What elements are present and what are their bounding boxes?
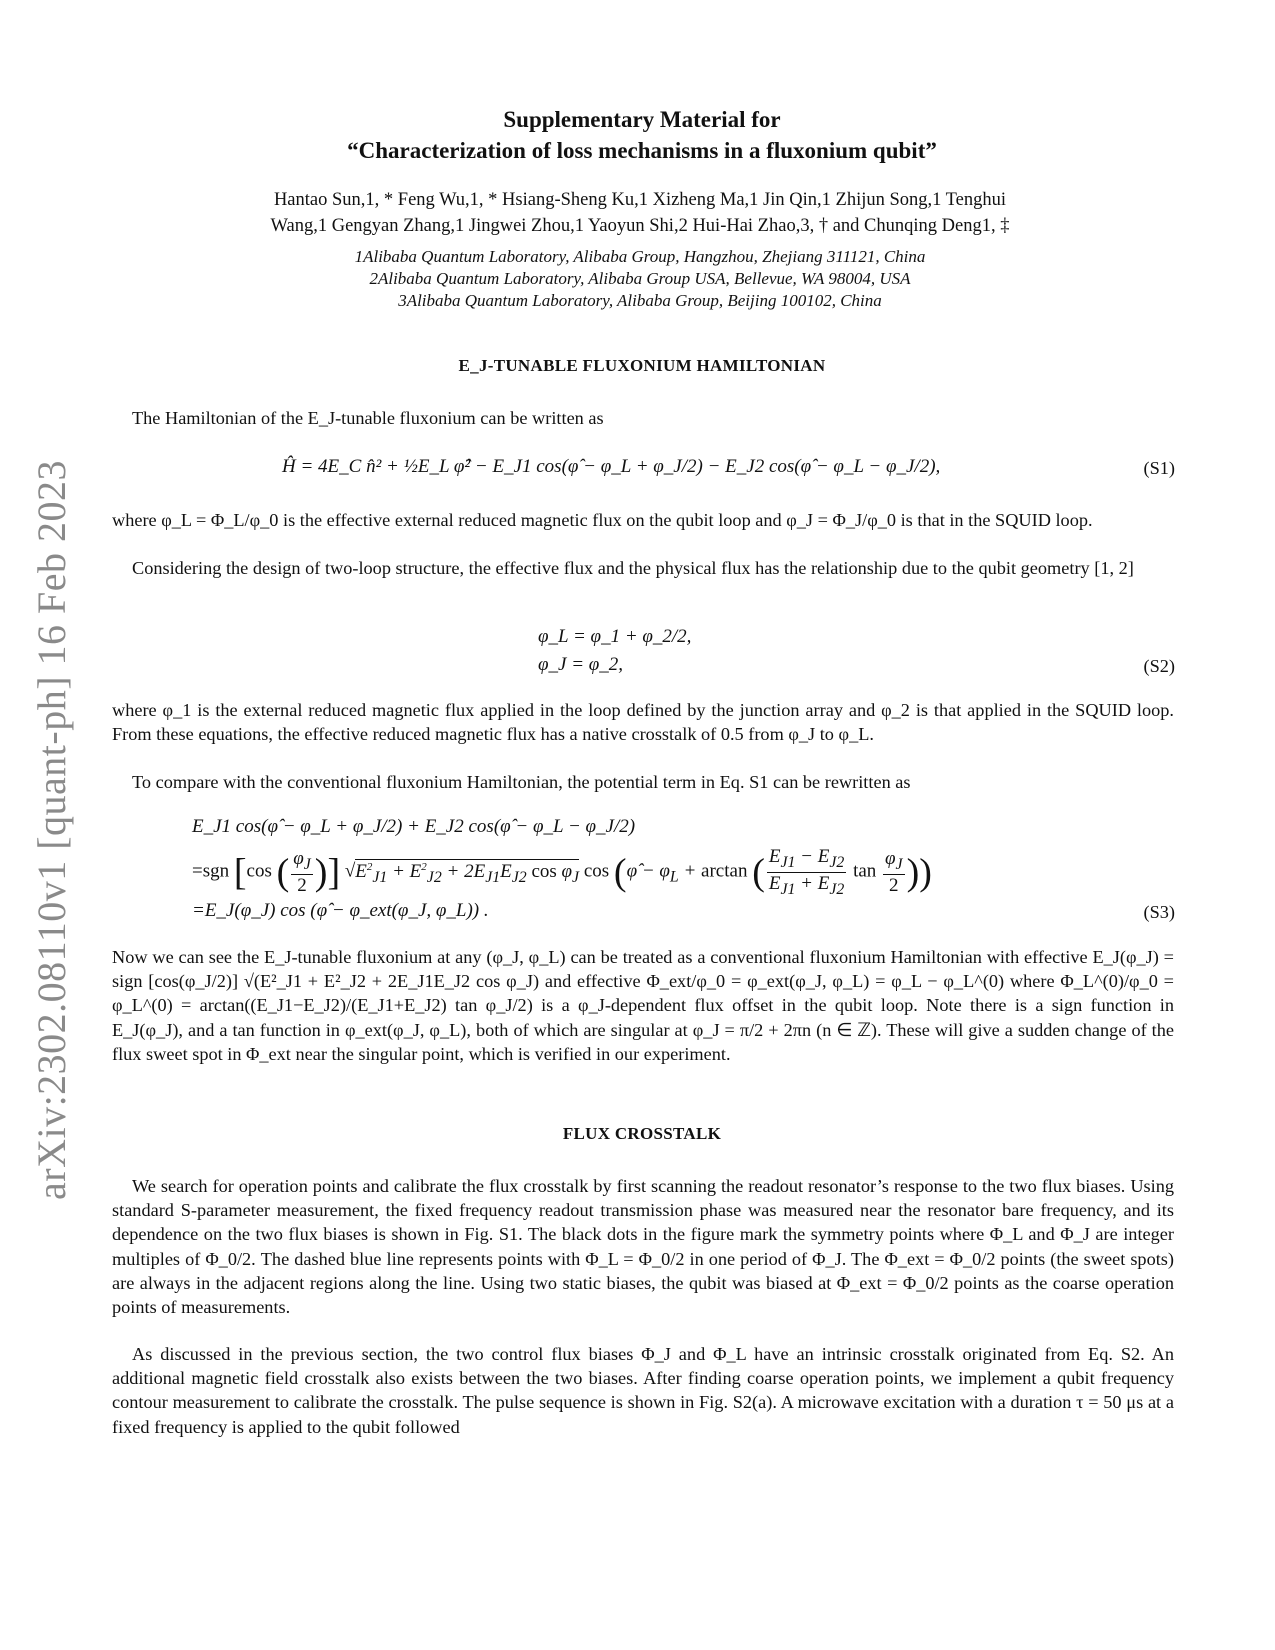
paragraph-crosstalk-native: where φ_1 is the external reduced magnetic flux applied in the loop defined by the junction array and φ_2 is that applied in the SQUID loop. From these equations, the effective reduced magnetic flux has a native crosstalk of 0.5 from φ_J to φ_L. (112, 700, 1174, 745)
paragraph-two-loop-text: Considering the design of two-loop structure, the effective flux and the physical flux has the relationship due to the qubit geometry [1, 2] (132, 558, 1134, 578)
paragraph-effective-ej: Now we can see the E_J-tunable fluxonium at any (φ_J, φ_L) can be treated as a conventional fluxonium Hamiltonian with effective E_J(φ_J) = sign [cos(φ_J/2)] √(E²_J1 + E²_J2 + 2E_J1E_J2 cos φ_J) and effective Φ_ext/φ_0 = φ_ext(φ_J, φ_L) = φ_L − φ_L^(0) where Φ_L^(0)/φ_0 = φ_L^(0) = arctan((E_J1−E_J2)/(E_J1+E_J2) tan φ_J/2) is a φ_J-dependent flux offset in the qubit loop. Note there is a sign function in E_J(φ_J), and a tan function in φ_ext(φ_J, φ_L), both of which are singular at φ_J = π/2 + 2πn (n ∈ ℤ). These will give a sudden change of the flux sweet spot in Φ_ext near the singular point, which is verified in our experiment. (112, 947, 1174, 1064)
paper-title (112, 104, 1172, 166)
section-heading-hamiltonian: E_J-TUNABLE FLUXONIUM HAMILTONIAN (458, 356, 826, 375)
arxiv-sidebar-stamp: arXiv:2302.08110v1 [quant-ph] 16 Feb 2023 (29, 459, 74, 1200)
paragraph-operation-points: We search for operation points and calibrate the flux crosstalk by first scanning the readout resonator’s response to the two flux biases. Using standard S-parameter measurement, the fixed frequency readout transmission phase was measured near the resonator bare frequency, and its dependence on the two flux biases is shown in Fig. S1. The black dots in the figure mark the symmetry points where Φ_L and Φ_J are integer multiples of Φ_0/2. The dashed blue line represents points with Φ_L = Φ_0/2 in one period of Φ_J. The Φ_ext = Φ_0/2 points (the sweet spots) are always in the adjacent regions along the line. Using two static biases, the qubit was biased at Φ_ext = Φ_0/2 points as the coarse operation points of measurements. (112, 1176, 1174, 1318)
affiliation-3: 3Alibaba Quantum Laboratory, Alibaba Group, Beijing 100102, China (398, 291, 882, 310)
author-line-2: Wang,1 Gengyan Zhang,1 Jingwei Zhou,1 Yaoyun Shi,2 Hui-Hai Zhao,3, † and Chunqing Deng1, ‡ (270, 216, 1010, 236)
equation-s3-line-3: =E_J(φ_J) cos (φ̂ − φ_ext(φ_J, φ_L)) . (192, 900, 489, 921)
equation-s3-line-2: =sgn [cos ( $\frac{\varphi_J}{2}$ )] $√E^2_{J1} + E^2_{J2} + 2E_{J1}E_{J2}$ $\cos \varphi_J$ cos (φ̂ − $\varphi_L + \arctan$ ( $\frac{E_{J1} - E_{J2}}{E_{J1} + E_{J2}}$ tan $\frac{\varphi_J}{2}$ )) (192, 846, 932, 898)
author-line-1: Hantao Sun,1, * Feng Wu,1, * Hsiang-Sheng Ku,1 Xizheng Ma,1 Jin Qin,1 Zhijun Song,1 Tenghui (273, 190, 1007, 210)
equation-label-s1: (S1) (1143, 458, 1175, 478)
paragraph-intro: The Hamiltonian of the E_J-tunable fluxonium can be written as (132, 408, 604, 428)
paragraph-calibration: As discussed in the previous section, the two control flux biases Φ_J and Φ_L have an intrinsic crosstalk originated from Eq. S2. An additional magnetic field crosstalk also exists between the two biases. After finding coarse operation points, we implement a qubit frequency contour measurement to calibrate the crosstalk. The pulse sequence is shown in Fig. S2(a). A microwave excitation with a duration τ = 50 μs at a fixed frequency is applied to the qubit followed (112, 1344, 1174, 1437)
affiliation-list (150, 246, 1130, 312)
affiliation-2: 2Alibaba Quantum Laboratory, Alibaba Group USA, Bellevue, WA 98004, USA (369, 269, 911, 288)
equation-s2-line-2: φ_J = φ_2, (538, 654, 624, 675)
equation-label-s2: (S2) (1143, 656, 1175, 676)
equation-s2-line-1: φ_L = φ_1 + φ_2/2, (538, 626, 692, 647)
section-heading-flux-crosstalk: FLUX CROSSTALK (562, 1124, 722, 1143)
paragraph-flux-definition: where φ_L = Φ_L/φ_0 is the effective external reduced magnetic flux on the qubit loop and φ_J = Φ_J/φ_0 is that in the SQUID loop. (112, 510, 1093, 530)
equation-label-s3: (S3) (1143, 902, 1175, 922)
paragraph-two-loop (112, 556, 1174, 580)
paragraph-rewrite: To compare with the conventional fluxonium Hamiltonian, the potential term in Eq. S1 can be rewritten as (132, 772, 911, 792)
equation-s3-line-1: E_J1 cos(φ̂ − φ_L + φ_J/2) + E_J2 cos(φ̂ − φ_L − φ_J/2) (192, 816, 636, 837)
author-list (190, 187, 1090, 239)
equation-s1: Ĥ = 4E_C n̂² + ½E_L φ̂² − E_J1 cos(φ̂ − φ_L + φ_J/2) − E_J2 cos(φ̂ − φ_L − φ_J/2), (282, 456, 941, 477)
affiliation-1: 1Alibaba Quantum Laboratory, Alibaba Group, Hangzhou, Zhejiang 311121, China (354, 247, 926, 266)
title-line-1: Supplementary Material for (503, 107, 781, 132)
title-line-2: “Characterization of loss mechanisms in a fluxonium qubit” (347, 138, 937, 163)
